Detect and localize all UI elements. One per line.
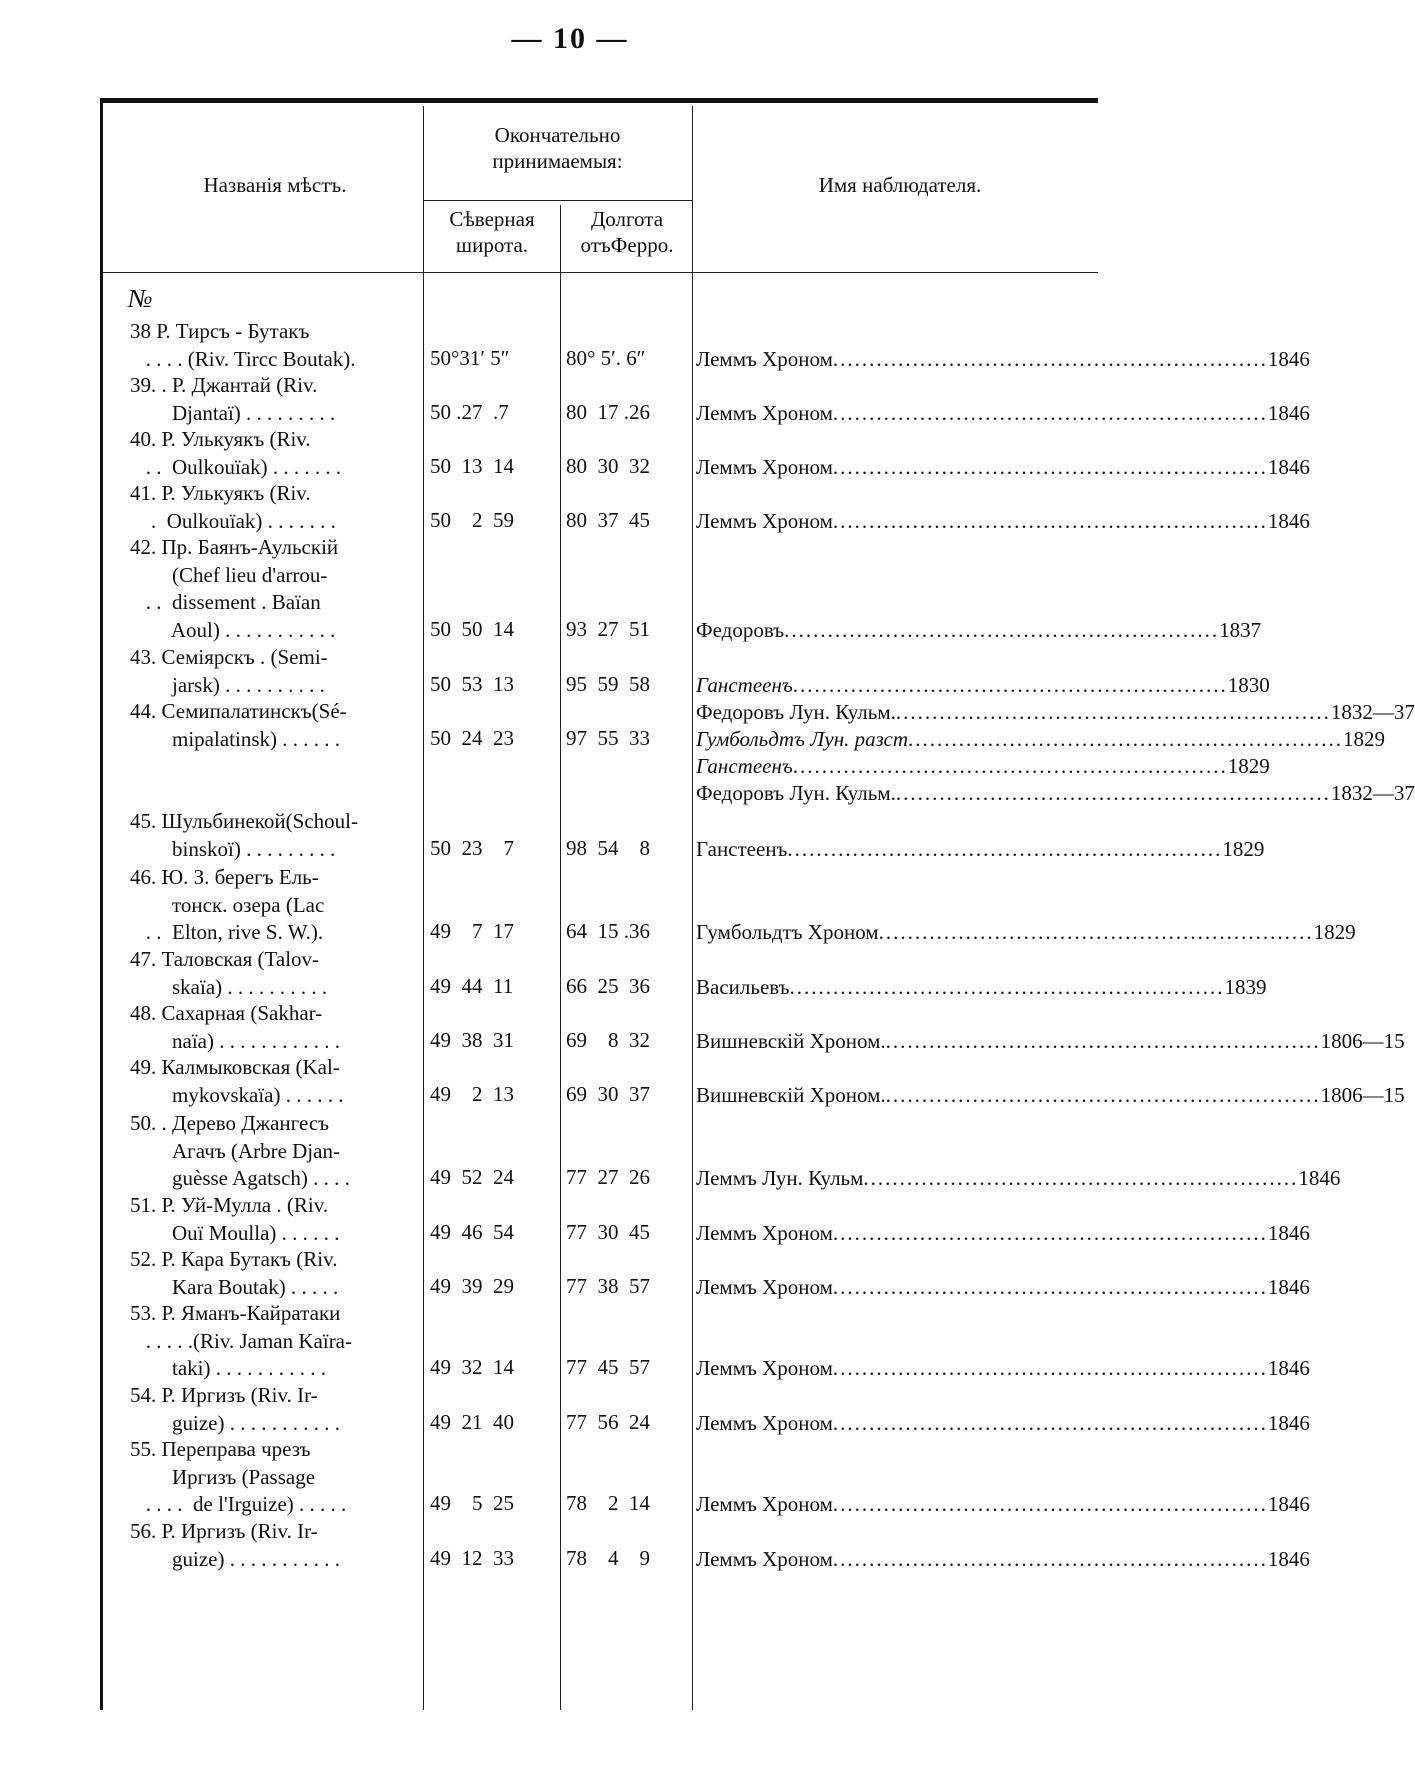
observer-entry bbox=[696, 1410, 1310, 1437]
place-name-line: Ouï Moulla) . . . . . . bbox=[130, 1220, 340, 1245]
observer-entry bbox=[696, 400, 1310, 427]
longitude-value: 69 30 37 bbox=[566, 1081, 650, 1106]
place-name-line: jarsk) . . . . . . . . . . bbox=[130, 672, 325, 697]
place-name-line: 38 Р. Тирсъ - Бутакъ bbox=[130, 319, 310, 343]
observer-name: Федоровъ Лун. Кульм. bbox=[696, 780, 896, 805]
place-name-line: 42. Пр. Баянъ-Аульскій bbox=[130, 535, 339, 559]
observation-year: 1846 bbox=[1267, 1220, 1310, 1245]
header-subdivider bbox=[423, 200, 692, 201]
leader-dots: ............................................................ bbox=[792, 753, 1228, 778]
header-bottom-rule bbox=[103, 272, 1098, 273]
place-name-line: . . . . .(Riv. Jaman Kaïra- bbox=[130, 1328, 352, 1353]
leader-dots: ............................................................ bbox=[784, 617, 1220, 642]
header-observer: Имя наблюдателя. bbox=[818, 173, 982, 197]
observer-name: Гумбольдтъ Лун. разст bbox=[696, 726, 909, 751]
leader-dots: ............................................................ bbox=[832, 1546, 1268, 1571]
longitude-value: 77 30 45 bbox=[566, 1219, 650, 1244]
longitude-value: 77 27 26 bbox=[566, 1165, 650, 1189]
observation-year: 1846 bbox=[1267, 1410, 1310, 1435]
latitude-value: 49 38 31 bbox=[430, 1027, 514, 1052]
observation-year: 1806—15 bbox=[1320, 1082, 1405, 1107]
latitude-value: 50 50 14 bbox=[430, 616, 514, 641]
observer-name: Вишневскій Хроном. bbox=[696, 1028, 886, 1053]
place-name-line: . . . . de l'Irguize) . . . . . bbox=[130, 1492, 347, 1516]
observer-name: Леммъ Хроном bbox=[696, 1220, 833, 1245]
observer-entry bbox=[696, 617, 1262, 644]
observer-name: Леммъ Хроном bbox=[696, 508, 833, 533]
place-name-line: 49. Калмыковская (Kal- bbox=[130, 1055, 340, 1079]
leader-dots: ............................................................ bbox=[863, 1166, 1299, 1190]
place-name-line: тонск. озера (Lac bbox=[130, 892, 325, 917]
observer-name: Ганстеенъ bbox=[696, 672, 793, 697]
place-name-line: 43. Семіярскъ . (Semi- bbox=[130, 645, 328, 669]
observer-name: Ганстеенъ bbox=[696, 836, 788, 861]
latitude-value: 50 2 59 bbox=[430, 507, 514, 532]
latitude-value: 50 24 23 bbox=[430, 725, 514, 750]
place-name-line: mipalatinsk) . . . . . . bbox=[130, 726, 340, 751]
observation-year: 1846 bbox=[1267, 400, 1310, 425]
latitude-value: 50°31′ 5″ bbox=[430, 345, 510, 370]
header-place-names: Названія мѣстъ. bbox=[203, 173, 347, 197]
observation-year: 1846 bbox=[1298, 1166, 1341, 1190]
place-name-line: 54. Р. Иргизъ (Riv. Ir- bbox=[130, 1383, 318, 1407]
header-final-coords: Окончательно принимаемыя: bbox=[492, 123, 623, 173]
observation-year: 1846 bbox=[1267, 1546, 1310, 1571]
longitude-value: 78 2 14 bbox=[566, 1491, 650, 1515]
latitude-value: 50 13 14 bbox=[430, 453, 514, 478]
place-name-line: . . dissement . Baïan bbox=[130, 590, 321, 614]
observation-year: 1846 bbox=[1267, 1274, 1310, 1299]
place-name-line: 56. Р. Иргизъ (Riv. Ir- bbox=[130, 1519, 318, 1543]
observer-name: Леммъ Хроном bbox=[696, 1274, 833, 1299]
longitude-value: 98 54 8 bbox=[566, 835, 650, 860]
observer-entry bbox=[696, 780, 1415, 807]
leader-dots: ............................................................ bbox=[832, 346, 1268, 371]
header-latitude: Сѣверная широта. bbox=[449, 207, 535, 257]
latitude-value: 49 39 29 bbox=[430, 1273, 514, 1298]
place-name-line: Aoul) . . . . . . . . . . . bbox=[130, 617, 336, 642]
column-divider-lon bbox=[692, 106, 693, 1710]
observer-entry bbox=[696, 726, 1386, 753]
observer-name: Леммъ Хроном bbox=[696, 400, 833, 425]
leader-dots: ............................................................ bbox=[895, 699, 1331, 724]
column-divider-lat bbox=[560, 205, 561, 1710]
longitude-value: 66 25 36 bbox=[566, 973, 650, 998]
place-name-line: 47. Таловская (Talov- bbox=[130, 947, 320, 971]
leader-dots: ............................................................ bbox=[832, 508, 1268, 533]
leader-dots: ............................................................ bbox=[832, 1220, 1268, 1245]
leader-dots: ............................................................ bbox=[895, 780, 1331, 805]
latitude-value: 49 21 40 bbox=[430, 1409, 514, 1434]
observer-entry bbox=[696, 1220, 1310, 1247]
observer-entry bbox=[696, 699, 1415, 726]
observer-entry bbox=[696, 1546, 1310, 1573]
longitude-value: 77 38 57 bbox=[566, 1273, 650, 1298]
observer-entry bbox=[696, 1028, 1405, 1055]
latitude-value: 49 52 24 bbox=[430, 1165, 514, 1189]
observer-entry bbox=[696, 1165, 1341, 1192]
place-name-line: taki) . . . . . . . . . . . bbox=[130, 1356, 326, 1380]
observer-entry bbox=[696, 1274, 1310, 1301]
latitude-value: 49 7 17 bbox=[430, 919, 514, 943]
place-name-line: Djantaï) . . . . . . . . . bbox=[130, 400, 336, 425]
leader-dots: ............................................................ bbox=[885, 1028, 1321, 1053]
longitude-value: 64 15 .36 bbox=[566, 919, 650, 943]
leader-dots: ............................................................ bbox=[832, 400, 1268, 425]
observer-entry bbox=[696, 1491, 1310, 1518]
latitude-value: 49 46 54 bbox=[430, 1219, 514, 1244]
observation-year: 1846 bbox=[1267, 454, 1310, 479]
place-name-line: 44. Семипалатинскъ(Sé- bbox=[130, 699, 347, 723]
observer-name: Васильевъ bbox=[696, 974, 790, 999]
observer-entry bbox=[696, 974, 1267, 1001]
observation-year: 1832—37 bbox=[1330, 780, 1415, 805]
observer-name: Федоровъ Лун. Кульм. bbox=[696, 699, 896, 724]
observer-entry bbox=[696, 672, 1270, 699]
place-name-line: 46. Ю. З. берегъ Ель- bbox=[130, 865, 319, 889]
place-name-line: mykovskaïa) . . . . . . bbox=[130, 1082, 344, 1107]
leader-dots: ............................................................ bbox=[787, 836, 1223, 861]
observation-year: 1846 bbox=[1267, 508, 1310, 533]
longitude-value: 95 59 58 bbox=[566, 671, 650, 696]
leader-dots: ............................................................ bbox=[789, 974, 1225, 999]
observation-year: 1829 bbox=[1227, 753, 1270, 778]
place-name-line: naïa) . . . . . . . . . . . . bbox=[130, 1028, 340, 1053]
longitude-value: 78 4 9 bbox=[566, 1545, 650, 1570]
latitude-value: 49 2 13 bbox=[430, 1081, 514, 1106]
latitude-value: 49 5 25 bbox=[430, 1491, 514, 1515]
latitude-value: 49 44 11 bbox=[430, 973, 514, 998]
place-name-line: Агачъ (Arbre Djan- bbox=[130, 1138, 340, 1163]
observer-name: Вишневскій Хроном. bbox=[696, 1082, 886, 1107]
observer-name: Ганстеенъ bbox=[696, 753, 793, 778]
observer-entry bbox=[696, 454, 1310, 481]
place-name-line: 51. Р. Уй-Мулла . (Riv. bbox=[130, 1193, 329, 1217]
observation-year: 1829 bbox=[1313, 920, 1356, 944]
place-name-line: guize) . . . . . . . . . . . bbox=[130, 1410, 340, 1435]
leader-dots: ............................................................ bbox=[832, 1274, 1268, 1299]
observation-year: 1846 bbox=[1267, 1492, 1310, 1516]
observer-entry bbox=[696, 508, 1310, 535]
place-name-line: 40. Р. Улькуякъ (Riv. bbox=[130, 427, 311, 451]
place-name-line: 52. Р. Кара Бутакъ (Riv. bbox=[130, 1247, 338, 1271]
place-name-line: Иргизъ (Passage bbox=[130, 1464, 316, 1489]
place-name-line: 48. Сахарная (Sakhar- bbox=[130, 1001, 323, 1025]
place-name-line: 53. Р. Яманъ-Кайратаки bbox=[130, 1301, 341, 1325]
leader-dots: ............................................................ bbox=[885, 1082, 1321, 1107]
place-name-line: guize) . . . . . . . . . . . bbox=[130, 1546, 340, 1571]
observation-year: 1832—37 bbox=[1330, 699, 1415, 724]
observation-year: 1829 bbox=[1343, 726, 1386, 751]
observer-name: Леммъ Хроном bbox=[696, 454, 833, 479]
place-name-line: (Chef lieu d'arrou- bbox=[130, 562, 328, 587]
latitude-value: 49 32 14 bbox=[430, 1355, 514, 1379]
header-longitude: Долгота отъФерро. bbox=[580, 207, 674, 257]
observation-year: 1837 bbox=[1219, 617, 1262, 642]
observer-name: Леммъ Хроном bbox=[696, 1546, 833, 1571]
longitude-value: 80 30 32 bbox=[566, 453, 650, 478]
observer-name: Федоровъ bbox=[696, 617, 785, 642]
longitude-value: 97 55 33 bbox=[566, 725, 650, 750]
place-name-line: 39. . Р. Джантай (Riv. bbox=[130, 373, 318, 397]
observer-name: Леммъ Лун. Кульм bbox=[696, 1166, 864, 1190]
observation-year: 1806—15 bbox=[1320, 1028, 1405, 1053]
longitude-value: 80 37 45 bbox=[566, 507, 650, 532]
leader-dots: ............................................................ bbox=[792, 672, 1228, 697]
observation-year: 1846 bbox=[1267, 1356, 1310, 1380]
longitude-value: 80 17 .26 bbox=[566, 399, 650, 424]
observer-name: Леммъ Хроном bbox=[696, 1410, 833, 1435]
leader-dots: ............................................................ bbox=[832, 1356, 1268, 1380]
longitude-value: 77 45 57 bbox=[566, 1355, 650, 1379]
place-name-line: 55. Переправа чрезъ bbox=[130, 1437, 311, 1461]
observation-year: 1830 bbox=[1227, 672, 1270, 697]
longitude-value: 69 8 32 bbox=[566, 1027, 650, 1052]
longitude-value: 77 56 24 bbox=[566, 1409, 650, 1434]
number-sign: № bbox=[128, 284, 153, 313]
page-number: — 10 — bbox=[511, 22, 629, 55]
latitude-value: 50 53 13 bbox=[430, 671, 514, 696]
observer-entry bbox=[696, 346, 1310, 373]
observer-name: Гумбольдтъ Хроном bbox=[696, 920, 879, 944]
leader-dots: ............................................................ bbox=[832, 1492, 1268, 1516]
place-name-line: 41. Р. Улькуякъ (Riv. bbox=[130, 481, 311, 505]
place-name-line: 50. . Дерево Джангесъ bbox=[130, 1111, 329, 1135]
place-name-line: . Oulkouïak) . . . . . . . bbox=[130, 508, 336, 533]
observer-entry bbox=[696, 836, 1265, 863]
observer-name: Леммъ Хроном bbox=[696, 1356, 833, 1380]
leader-dots: ............................................................ bbox=[832, 1410, 1268, 1435]
observer-entry bbox=[696, 919, 1356, 946]
observer-entry bbox=[696, 1355, 1310, 1382]
place-name-line: 45. Шульбинекой(Schoul- bbox=[130, 809, 358, 833]
place-name-line: . . . . (Riv. Tircc Boutak). bbox=[130, 346, 356, 371]
observer-entry bbox=[696, 753, 1270, 780]
latitude-value: 50 23 7 bbox=[430, 835, 514, 860]
observer-name: Леммъ Хроном bbox=[696, 1492, 833, 1516]
leader-dots: ............................................................ bbox=[832, 454, 1268, 479]
observer-entry bbox=[696, 1082, 1405, 1109]
longitude-value: 80° 5′. 6″ bbox=[566, 345, 646, 370]
longitude-value: 93 27 51 bbox=[566, 616, 650, 641]
observation-year: 1839 bbox=[1224, 974, 1267, 999]
leader-dots: ............................................................ bbox=[908, 726, 1344, 751]
place-name-line: Kara Boutak) . . . . . bbox=[130, 1274, 339, 1299]
latitude-value: 49 12 33 bbox=[430, 1545, 514, 1570]
latitude-value: 50 .27 .7 bbox=[430, 399, 509, 424]
observer-name: Леммъ Хроном bbox=[696, 346, 833, 371]
observation-year: 1846 bbox=[1267, 346, 1310, 371]
place-name-line: . . Oulkouïak) . . . . . . . bbox=[130, 454, 342, 479]
place-name-line: skaïa) . . . . . . . . . . bbox=[130, 974, 328, 999]
place-name-line: binskoï) . . . . . . . . . bbox=[130, 836, 336, 861]
place-name-line: . . Elton, rive S. W.). bbox=[130, 920, 324, 944]
leader-dots: ............................................................ bbox=[878, 920, 1314, 944]
place-name-line: guèsse Agatsch) . . . . bbox=[130, 1166, 350, 1190]
observation-year: 1829 bbox=[1222, 836, 1265, 861]
